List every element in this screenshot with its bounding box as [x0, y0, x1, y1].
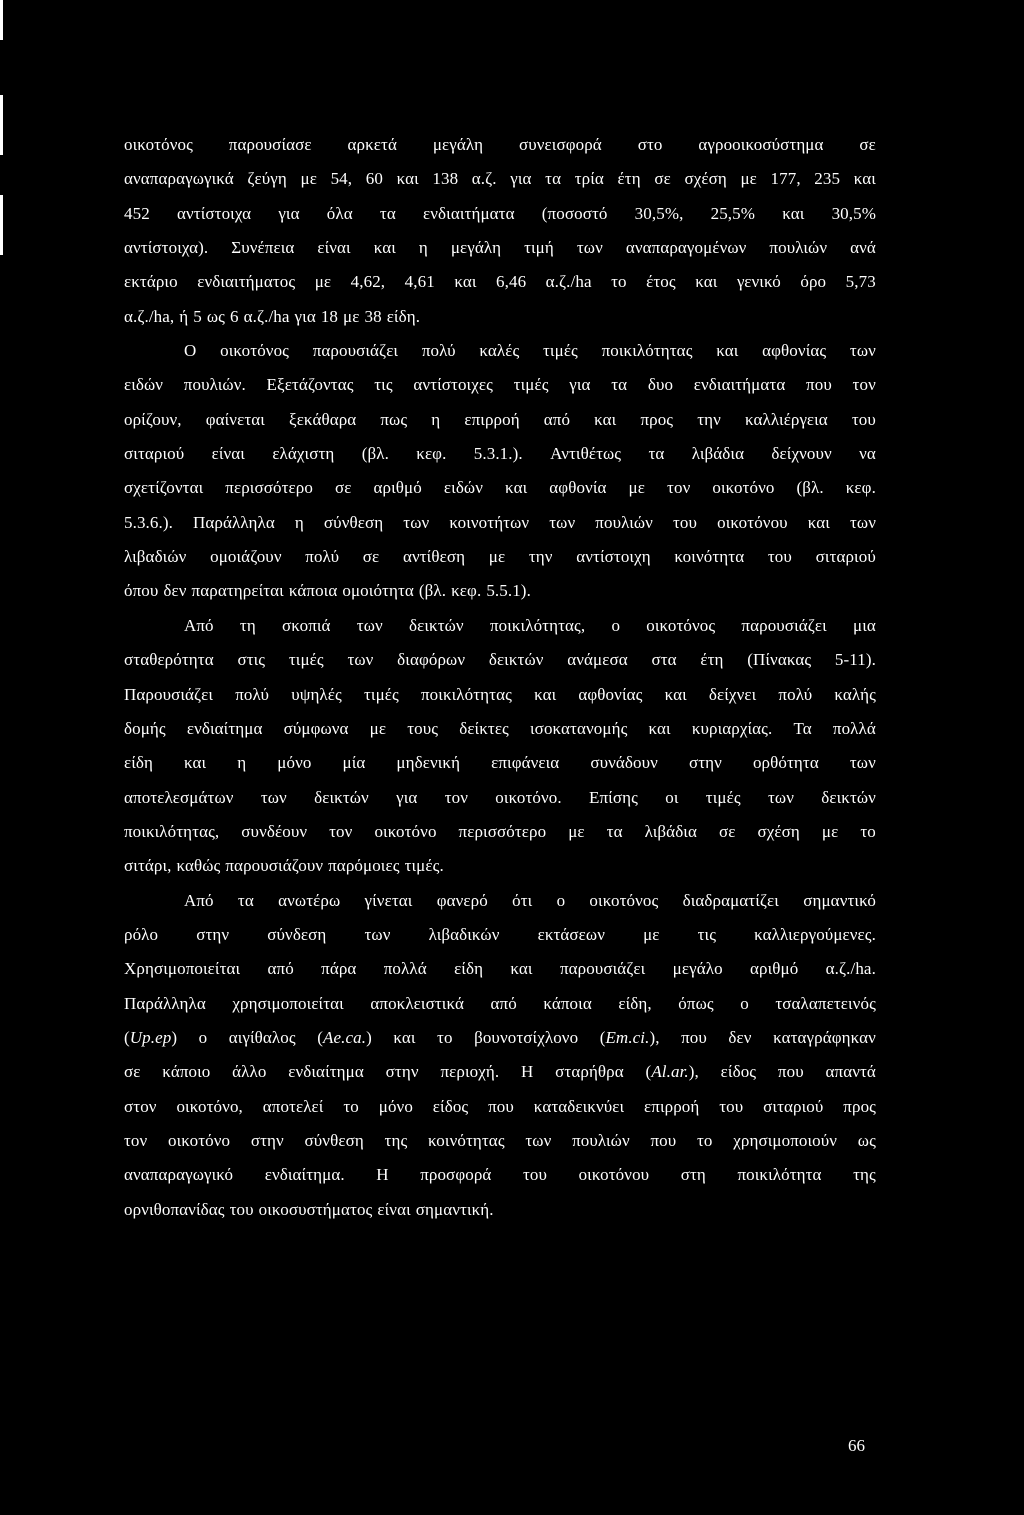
text-line: οικοτόνος παρουσίασε αρκετά μεγάλη συνεισφορά στο αγροοικοσύστημα σε	[124, 135, 876, 154]
page-number: 66	[848, 1436, 865, 1455]
text-line: Από τα ανωτέρω γίνεται φανερό ότι ο οικοτόνος διαδραματίζει σημαντικό	[184, 890, 876, 910]
text-line: εκτάριο ενδιαιτήματος με 4,62, 4,61 και 6,46 α.ζ./ha το έτος και γενικό όρο 5,73	[124, 272, 876, 292]
text-line: είδη και η μόνο μία μηδενική επιφάνεια συνάδουν στην ορθότητα των	[124, 753, 876, 773]
text-line: α.ζ./ha, ή 5 ως 6 α.ζ./ha για 18 με 38 είδη.	[124, 306, 421, 326]
text-line: (Up.ep) ο αιγίθαλος (Ae.ca.) και το βουνοτσίχλονο (Em.ci.), που δεν καταγράφηκαν	[124, 1027, 876, 1047]
text-line: δομής ενδιαίτημα σύμφωνα με τους δείκτες ισοκατανομής και κυριαρχίας. Τα πολλά	[124, 718, 876, 738]
text-line: ορνιθοπανίδας του οικοσυστήματος είναι σημαντική.	[124, 1199, 494, 1219]
scan-edge-mark-mid	[0, 95, 3, 155]
body-text	[124, 128, 876, 1227]
text-line: στον οικοτόνο, αποτελεί το μόνο είδος που καταδεικνύει επιρροή του σιταριού προς	[124, 1096, 876, 1116]
text-line: αναπαραγωγικό ενδιαίτημα. Η προσφορά του οικοτόνου στη ποικιλότητα της	[124, 1165, 876, 1185]
text-line: σχετίζονται περισσότερο σε αριθμό ειδών και αφθονία με τον οικοτόνο (βλ. κεφ.	[124, 478, 876, 498]
text-line: 5.3.6.). Παράλληλα η σύνθεση των κοινοτήτων των πουλιών του οικοτόνου και των	[124, 512, 876, 532]
text-line: αναπαραγωγικά ζεύγη με 54, 60 και 138 α.ζ. για τα τρία έτη σε σχέση με 177, 235 και	[124, 169, 876, 189]
text-line: ορίζουν, φαίνεται ξεκάθαρα πως η επιρροή από και προς την καλλιέργεια του	[124, 409, 876, 429]
text-line: ποικιλότητας, συνδέουν τον οικοτόνο περισσότερο με τα λιβάδια σε σχέση με το	[124, 821, 876, 841]
scan-edge-mark-low	[0, 195, 3, 255]
text-line: 452 αντίστοιχα για όλα τα ενδιαιτήματα (ποσοστό 30,5%, 25,5% και 30,5%	[124, 203, 876, 223]
text-line: αποτελεσμάτων των δεικτών για τον οικοτόνο. Επίσης οι τιμές των δεικτών	[124, 787, 876, 807]
text-line: αντίστοιχα). Συνέπεια είναι και η μεγάλη τιμή των αναπαραγομένων πουλιών ανά	[124, 238, 876, 258]
text-line: όπου δεν παρατηρείται κάποια ομοιότητα (βλ. κεφ. 5.5.1).	[124, 581, 531, 601]
text-line: Παράλληλα χρησιμοποιείται αποκλειστικά από κάποια είδη, όπως ο τσαλαπετεινός	[124, 993, 876, 1013]
scan-edge-mark-top	[0, 0, 3, 40]
text-line: λιβαδιών ομοιάζουν πολύ σε αντίθεση με την αντίστοιχη κοινότητα του σιταριού	[124, 547, 876, 567]
text-line: Χρησιμοποιείται από πάρα πολλά είδη και παρουσιάζει μεγάλο αριθμό α.ζ./ha.	[124, 959, 876, 979]
text-line: Από τη σκοπιά των δεικτών ποικιλότητας, ο οικοτόνος παρουσιάζει μια	[184, 615, 876, 635]
text-line: Παρουσιάζει πολύ υψηλές τιμές ποικιλότητας και αφθονίας και δείχνει πολύ καλής	[124, 684, 876, 704]
text-line: ρόλο στην σύνδεση των λιβαδικών εκτάσεων με τις καλλιεργούμενες.	[124, 924, 876, 944]
text-line: Ο οικοτόνος παρουσιάζει πολύ καλές τιμές ποικιλότητας και αφθονίας των	[184, 341, 876, 361]
text-line: σε κάποιο άλλο ενδιαίτημα στην περιοχή. Η σταρήθρα (Al.ar.), είδος που απαντά	[124, 1062, 876, 1082]
text-line: τον οικοτόνο στην σύνθεση της κοινότητας των πουλιών που το χρησιμοποιούν ως	[124, 1130, 876, 1150]
text-line: σιτάρι, καθώς παρουσιάζουν παρόμοιες τιμές.	[124, 856, 444, 876]
text-line: σταθερότητα στις τιμές των διαφόρων δεικτών ανάμεσα στα έτη (Πίνακας 5-11).	[124, 650, 876, 670]
text-line: σιταριού είναι ελάχιστη (βλ. κεφ. 5.3.1.). Αντιθέτως τα λιβάδια δείχνουν να	[124, 444, 876, 464]
text-line: ειδών πουλιών. Εξετάζοντας τις αντίστοιχες τιμές για τα δυο ενδιαιτήματα που τον	[124, 375, 876, 395]
